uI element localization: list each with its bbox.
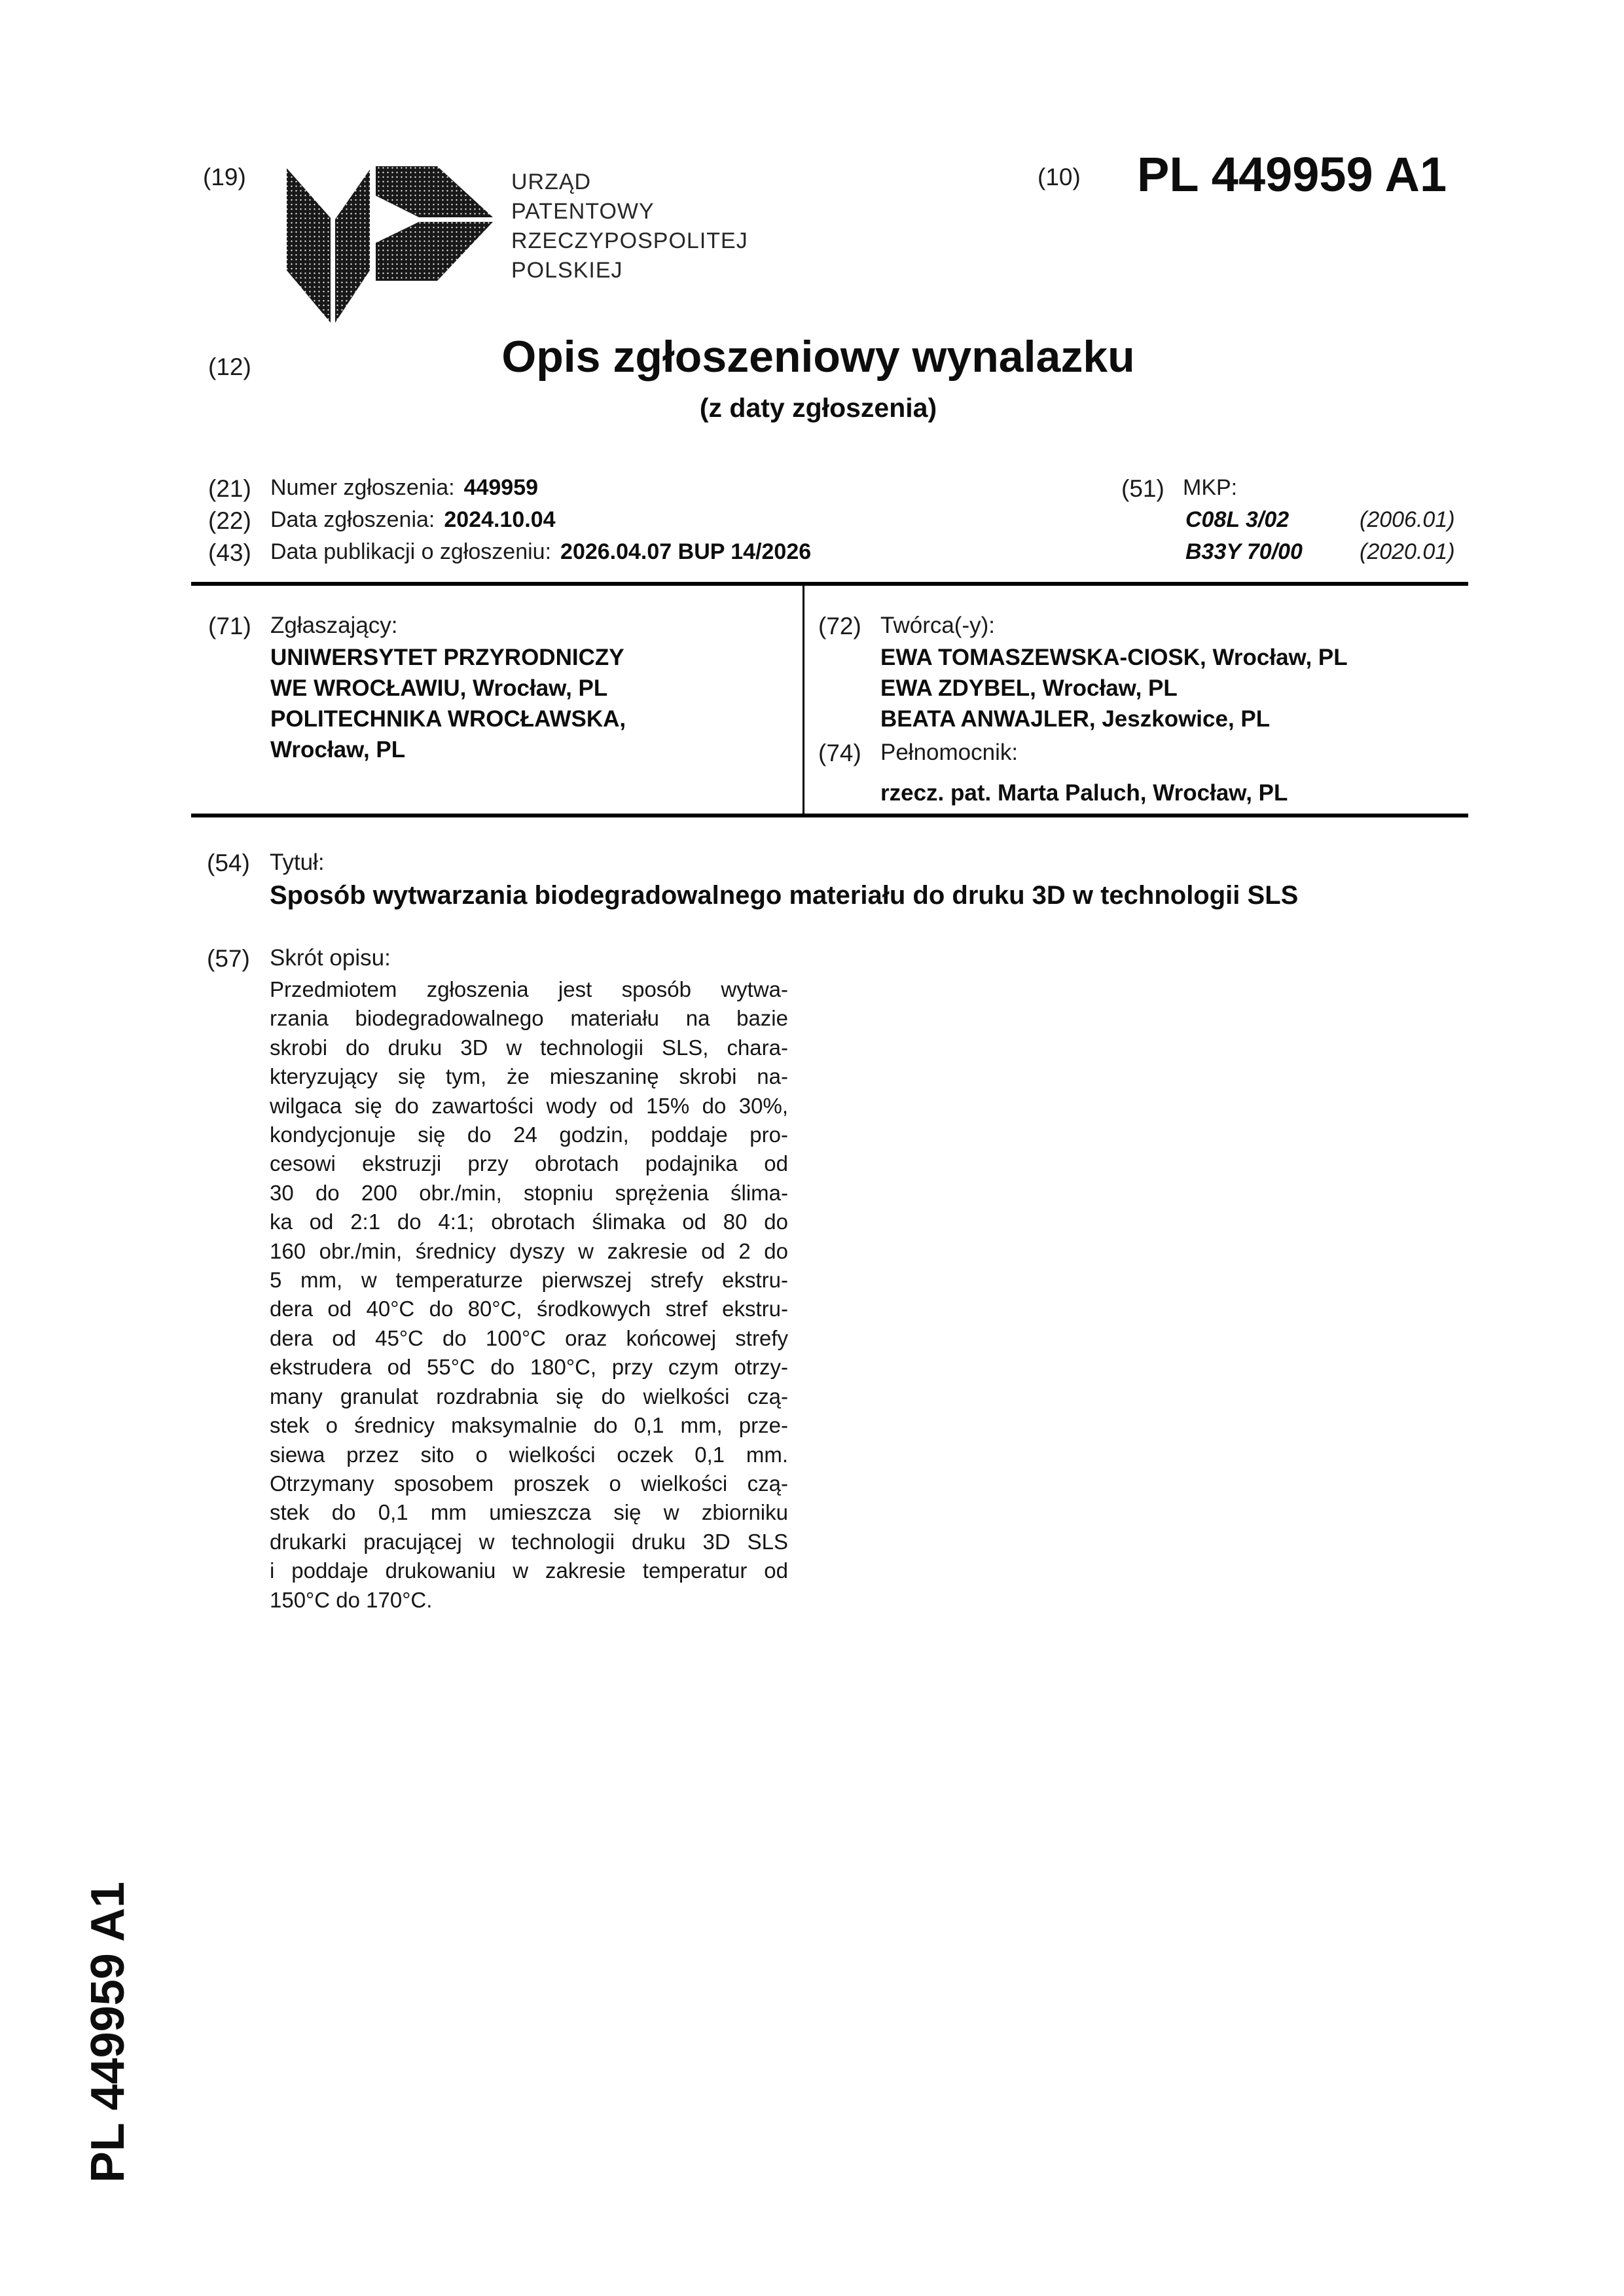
field-54-number: (54) [207,850,250,876]
field-51-label: MKP: [1183,475,1238,500]
office-name [511,168,748,285]
inventor-line: EWA TOMASZEWSKA-CIOSK, Wrocław, PL [880,645,1348,670]
mkp-class-code: C08L 3/02 [1185,507,1290,532]
abstract-line: Otrzymany sposobem proszek o wielkości czą- [270,1471,788,1496]
logo-arrow-shape [376,166,493,281]
field-43-value: 2026.04.07 BUP 14/2026 [560,539,812,564]
abstract-text [270,975,788,1615]
abstract-line: stek do 0,1 mm umieszcza się w zbiorniku [270,1500,788,1525]
office-name-line: PATENTOWY [511,199,655,224]
field-57-number: (57) [207,945,250,972]
office-name-line: POLSKIEJ [511,258,623,283]
attorney-list [880,778,1288,808]
abstract-line: dera od 45°C do 100°C oraz końcowej strefy [270,1325,788,1350]
inventor-list [880,642,1348,734]
invention-title: Sposób wytwarzania biodegradowalnego materiału do druku 3D w technologii SLS [270,881,1299,910]
document-type-subtitle: (z daty zgłoszenia) [699,393,937,423]
field-22-label: Data zgłoszenia: [270,507,435,532]
field-22-row [270,507,556,533]
abstract-line: kondycjonuje się do 24 godzin, poddaje pro- [270,1122,788,1147]
applicant-line: WE WROCŁAWIU, Wrocław, PL [270,675,608,701]
abstract-line: siewa przez sito o wielkości oczek 0,1 mm. [270,1442,788,1467]
field-22-value: 2024.10.04 [444,507,556,532]
column-divider-rule [803,582,804,817]
mkp-class-version: (2006.01) [1360,507,1455,532]
field-21-number: (21) [208,475,251,502]
abstract-line: 30 do 200 obr./min, stopniu sprężenia ślima- [270,1180,788,1205]
field-54-label: Tytuł: [270,850,325,875]
inventor-line: EWA ZDYBEL, Wrocław, PL [880,675,1178,701]
field-74-label: Pełnomocnik: [880,740,1019,765]
abstract-line: stek o średnicy maksymalnie do 0,1 mm, prze- [270,1413,788,1438]
field-74-number: (74) [818,740,861,766]
field-12-number: (12) [208,353,251,380]
field-43-number: (43) [208,539,251,566]
abstract-line: 160 obr./min, średnicy dyszy w zakresie od 2 do [270,1238,788,1263]
abstract-line: ekstrudera od 55°C do 180°C, przy czym otrzy- [270,1355,788,1380]
field-21-label: Numer zgłoszenia: [270,475,455,500]
abstract-line: wilgaca się do zawartości wody od 15% do 30%, [270,1093,788,1118]
abstract-line: kteryzujący się tym, że mieszaninę skrobi na- [270,1064,788,1089]
applicant-line: UNIWERSYTET PRZYRODNICZY [270,645,624,670]
abstract-line: 150°C do 170°C. [270,1587,433,1612]
abstract-line: many granulat rozdrabnia się do wielkości czą- [270,1384,788,1408]
field-10-number: (10) [1038,164,1081,190]
applicant-line: Wrocław, PL [270,737,406,762]
office-name-line: RZECZYPOSPOLITEJ [511,228,748,253]
inventor-line: BEATA ANWAJLER, Jeszkowice, PL [880,706,1271,732]
mkp-class-version: (2020.01) [1360,539,1455,564]
document-type-title: Opis zgłoszeniowy wynalazku [501,332,1135,382]
field-43-row [270,539,811,565]
office-name-line: URZĄD [511,170,592,194]
abstract-line: ka od 2:1 do 4:1; obrotach ślimaka od 80 do [270,1210,788,1234]
abstract-line: Przedmiotem zgłoszenia jest sposób wytwa- [270,977,788,1001]
field-71-label: Zgłaszający: [270,613,398,638]
field-43-label: Data publikacji o zgłoszeniu: [270,539,552,564]
field-72-number: (72) [818,613,861,639]
mkp-class-code: B33Y 70/00 [1185,539,1303,564]
abstract-line: skrobi do druku 3D w technologii SLS, chara- [270,1035,788,1060]
abstract-line: 5 mm, w temperaturze pierwszej strefy ekstru- [270,1268,788,1293]
horizontal-rule-top [191,582,1468,586]
applicant-line: POLITECHNIKA WROCŁAWSKA, [270,706,626,732]
field-72-label: Twórca(-y): [880,613,995,638]
horizontal-rule-bottom [191,814,1468,817]
abstract-line: dera od 40°C do 80°C, środkowych stref ekstru- [270,1297,788,1321]
field-21-row [270,475,538,501]
logo-open-book-shape [287,168,370,323]
patent-office-logo [285,161,501,329]
publication-number: PL 449959 A1 [1137,147,1447,202]
field-51-number: (51) [1121,475,1164,502]
field-57-label: Skrót opisu: [270,945,391,971]
abstract-line: drukarki pracującej w technologii druku 3D SLS [270,1529,788,1554]
field-71-number: (71) [208,613,251,639]
attorney-line: rzecz. pat. Marta Paluch, Wrocław, PL [880,780,1288,806]
applicant-list [270,642,626,765]
abstract-line: cesowi ekstruzji przy obrotach podajnika od [270,1151,788,1176]
field-19-number: (19) [203,164,246,190]
abstract-line: i poddaje drukowaniu w zakresie temperatur od [270,1558,788,1583]
abstract-line: rzania biodegradowalnego materiału na bazie [270,1006,788,1031]
vertical-publication-number: PL 449959 A1 [82,1881,134,2183]
field-21-value: 449959 [463,475,539,500]
field-22-number: (22) [208,507,251,534]
